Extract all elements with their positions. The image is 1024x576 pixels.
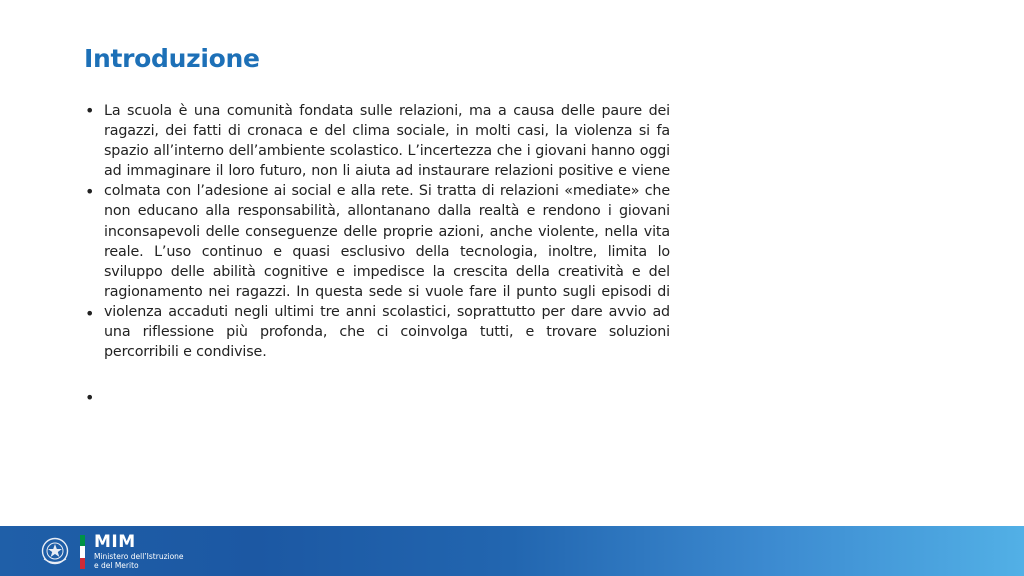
ministry-name-line2: e del Merito	[94, 560, 139, 570]
italian-republic-emblem-icon	[40, 535, 70, 567]
bullet-marker: •	[85, 304, 95, 323]
ministry-name-line1: Ministero dell’Istruzione	[94, 552, 184, 561]
ministry-name	[94, 553, 204, 570]
slide-title: Introduzione	[84, 44, 260, 73]
bullet-marker: •	[85, 101, 95, 120]
intro-paragraph: La scuola è una comunità fondata sulle relazioni, ma a causa delle paure dei ragazzi, dei fatti di cronaca e del clima sociale, in molti casi, la violenza si fa spazio all’interno dell’ambiente scolastico. L’incertezza che i giovani hanno oggi ad immaginare il loro futuro, non li aiuta ad instaurare relazioni positive e viene colmata con l’adesione ai social e alla rete. Si tratta di relazioni «mediate» che non educano alla responsabilità, allontanano dalla realtà e rendono i giovani inconsapevoli delle conseguenze delle proprie azioni, anche violente, nella vita reale. L’uso continuo e quasi esclusivo della tecnologia, inoltre, limita lo sviluppo delle abilità cognitive e impedisce la crescita della creatività e del ragionamento nei ragazzi. In questa sede si vuole fare il punto sugli episodi di violenza accaduti negli ultimi tre anni scolastici, soprattutto per dare avvio ad una riflessione più profonda, che ci coinvolga tutti, e trovare soluzioni percorribili e condivise.	[104, 103, 670, 361]
italian-flag-icon	[80, 535, 85, 569]
footer-bar	[0, 526, 1024, 576]
brand-logo-text: MIM	[94, 532, 136, 552]
bullet-marker: •	[85, 388, 95, 407]
bullet-marker: •	[85, 182, 95, 201]
